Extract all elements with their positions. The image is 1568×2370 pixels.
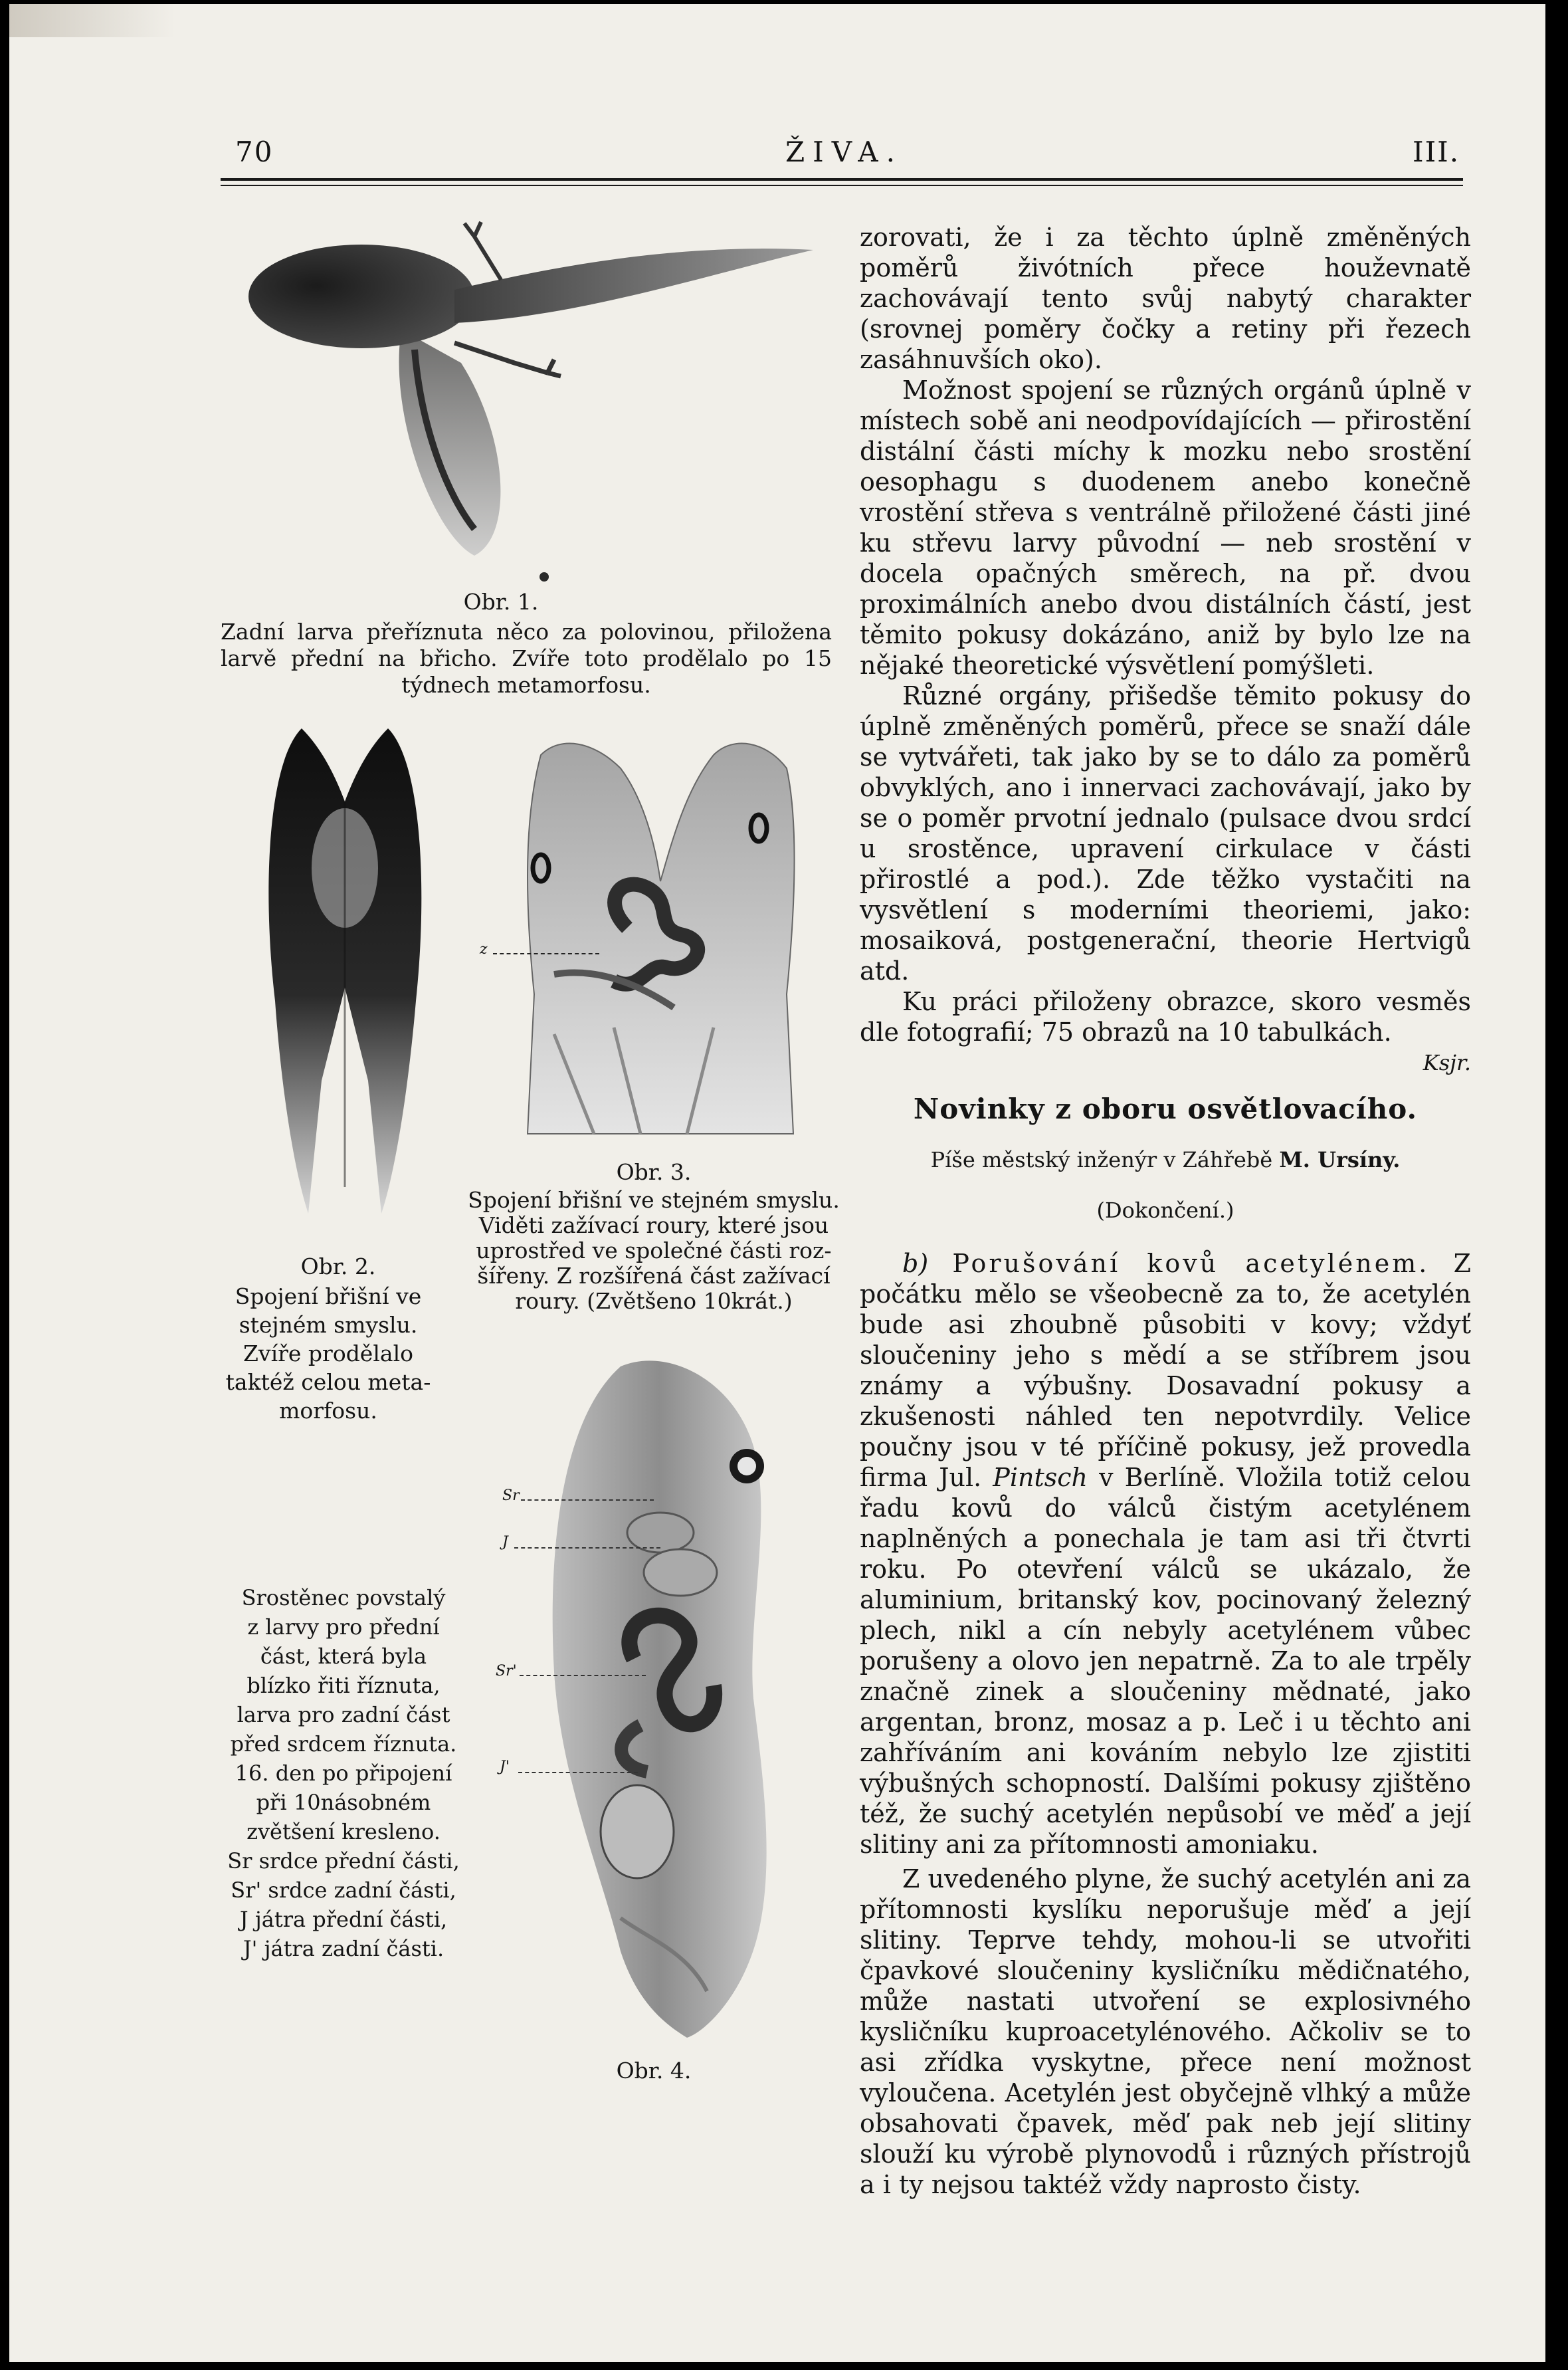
figure-4-caption-line-12: J játra přední části,	[239, 1907, 448, 1932]
article1-paragraph-1: zorovati, že i za těchto úplně změněných poměrů živótních přece houževnatě zachovávají tento svůj nabytý charakter (srovnej poměry čočky a retiny při řezech zasáhnuvších oko).	[860, 223, 1471, 374]
figure-3-illustration	[514, 728, 807, 1140]
corner-stain	[9, 4, 175, 37]
right-column	[860, 222, 1471, 2200]
figure-2-caption-line-5: morfosu.	[279, 1398, 377, 1424]
figure-4-caption-line-13: J' játra zadní části.	[243, 1936, 444, 1961]
figure-4-leader-sr	[521, 1499, 654, 1501]
figure-4-caption-line-10: Sr srdce přední části,	[227, 1848, 460, 1874]
figure-2-caption-line-2: stejném smyslu.	[239, 1312, 418, 1338]
figure-1-caption: Zadní larva přeříznuta něco za polovinou, přiložena larvě přední na břicho. Zvíře toto prodělalo po 15 týdnech metamorfosu.	[221, 619, 832, 698]
article2-paragraph-2: Z uvedeného plyne, že suchý acetylén ani za přítomnosti kyslíku neporušuje měď a její slitiny. Teprve tehdy, mohou-li se utvořiti čpavkové sloučeniny kysličníku mědičnatého, může nastati utvoření se explosivného kysličníku kuproacetylénového. Ačkoliv se to asi zřídka vyskytne, přece není možnost vyloučena. Acetylén jest obyčejně vlhký a může obsahovati čpavek, měď pak neb její slitiny slouží ku výrobě plynovodů i různých přístrojů a i ty nejsou taktéž vždy naprosto čisty.	[860, 1864, 1471, 2199]
article2-section-label: b)	[902, 1249, 929, 1278]
article2-author-prefix: Píše městský inženýr v Záhřebě	[930, 1147, 1273, 1172]
figure-2-caption-line-1: Spojení břišní ve	[235, 1283, 422, 1309]
figure-4-illustration	[534, 1353, 807, 2044]
article2-section-heading: Porušování kovů acetylénem.	[952, 1249, 1430, 1278]
figure-4-caption-line-2: z larvy pro přední	[247, 1614, 440, 1640]
article2-paragraph-1-part-b: v Berlíně. Vložila totiž celou řadu kovů do válců čistým acetylénem naplněných a ponechala je tam asi tři čtvrti roku. Po otevření válců se ukázalo, že aluminium, britanský kov, pocinovaný železný plech, nikl a cín nebyly acetylénem vůbec porušeny a olovo jen nepatrně. Za to ale trpěly značně zinek a sloučeniny mědnaté, jako argentan, bronz, mosaz a p. Leč i u těchto ani zahříváním ani kováním nebylo lze zjistiti výbušných schopností. Dalšími pokusy zjištěno též, že suchý acetylén nepůsobí ve měď a její slitiny ani za přítomnosti amoniaku.	[860, 1463, 1471, 1859]
figure-4-caption-line-6: před srdcem říznuta.	[230, 1731, 457, 1757]
figure-4-caption-line-11: Sr' srdce zadní části,	[231, 1878, 456, 1903]
volume-number: III.	[1413, 136, 1460, 168]
article2-author-name: M. Ursíny.	[1279, 1147, 1401, 1172]
figure-2-caption-line-3: Zvíře prodělalo	[243, 1341, 413, 1366]
figure-4-marker-sr-prime: Sr'	[496, 1663, 517, 1679]
figure-4-leader-sr-prime	[520, 1675, 646, 1676]
figure-3-label: Obr. 3.	[616, 1159, 692, 1185]
article1-paragraph-3: Různé orgány, přišedše těmito pokusy do úplně změněných poměrů, přece se snaží dále se vytvářeti, tak jako by se to dálo za poměrů obvyklých, ano i innervaci zachovávají, jako by se o poměr prvotní jednalo (pulsace dvou srdcí u srostěnce, upravení cirkulace v části přirostlé a pod.). Zde těžko vystačiti na vysvětlení s moderními theoriemi, jako: mosaiková, postgenerační, theorie Hertvigů atd.	[860, 681, 1471, 986]
figure-4-caption-line-7: 16. den po připojení	[235, 1761, 452, 1786]
figure-3-caption-line-1: Spojení břišní ve stejném smyslu.	[468, 1187, 840, 1213]
article2-paragraph-1	[860, 1248, 1471, 1860]
article2-title: Novinky z oboru osvětlovacího.	[913, 1093, 1418, 1125]
figure-1-illustration	[235, 217, 833, 589]
figure-4-caption-line-8: při 10násobném	[256, 1790, 431, 1815]
figure-4-caption-line-1: Srostěnec povstalý	[241, 1585, 446, 1610]
figure-4-marker-sr: Sr	[502, 1487, 520, 1504]
figure-3-caption-line-3: uprostřed ve společné části roz-	[476, 1238, 832, 1263]
figure-4-label: Obr. 4.	[616, 2058, 692, 2084]
article2-firm-name: Pintsch	[993, 1463, 1088, 1492]
article2-paragraph-1-part-a: Z počátku mělo se všeobecně za to, že acetylén bude asi zhoubně působiti v kovy; vždyť sloučeniny jeho s mědí a se stříbrem jsou známy a výbušny. Dosavadní pokusy a zkušenosti náhled ten nepotvrdily. Velice poučny jsou v té příčině pokusy, jež provedla firma Jul.	[860, 1249, 1471, 1492]
header-rule	[221, 178, 1463, 181]
header-rule-thin	[221, 185, 1463, 186]
figure-4-caption-line-4: blízko řiti říznuta,	[246, 1673, 441, 1698]
figure-4-leader-j-prime	[518, 1772, 638, 1773]
figure-2-illustration	[262, 722, 428, 1227]
figure-4-caption-line-3: část, která byla	[260, 1644, 427, 1669]
figure-2-label: Obr. 2.	[300, 1253, 376, 1279]
article2-continuation: (Dokončení.)	[1096, 1198, 1234, 1223]
figure-2-caption-line-4: taktéž celou meta-	[225, 1369, 431, 1395]
article1-paragraph-2: Možnost spojení se různých orgánů úplně v místech sobě ani neodpovídajících — přirostění distální části míchy k mozku nebo srostění oesophagu s duodenem anebo konečně vrostění střeva s ventrálně přiložené části jiné ku střevu larvy původní — neb srostění v docela opačných směrech, na př. dvou proximálních anebo dvou distálních částí, jest těmito pokusy dokázáno, aniž by bylo lze na nějaké theoretické výsvětlení pomýšleti.	[860, 376, 1471, 680]
figure-3-caption-line-2: Viděti zažívací roury, které jsou	[478, 1212, 829, 1238]
figure-3-z-leader	[493, 953, 599, 954]
figure-4-caption-line-5: larva pro zadní část	[237, 1702, 450, 1727]
article1-paragraph-4-text: Ku práci přiloženy obrazce, skoro vesměs dle fotografií; 75 obrazů na 10 tabulkách.	[860, 987, 1471, 1047]
figure-1-label: Obr. 1.	[463, 589, 539, 615]
article2-byline	[860, 1144, 1471, 1175]
figure-4-caption-line-9: zvětšení kresleno.	[246, 1819, 441, 1844]
journal-title: ŽIVA.	[785, 136, 903, 168]
article1-paragraph-4	[860, 986, 1471, 1075]
article1-signature: Ksjr.	[1422, 1050, 1471, 1075]
figure-3-caption-line-5: roury. (Zvětšeno 10krát.)	[515, 1288, 793, 1314]
figure-4-leader-j	[514, 1547, 660, 1549]
page	[9, 4, 1545, 2362]
figure-3-z-marker: z	[480, 941, 488, 958]
page-number: 70	[235, 136, 274, 168]
figure-3-caption-line-4: šířeny. Z rozšířená část zažívací	[477, 1263, 831, 1289]
figure-4-marker-j-prime: J'	[500, 1759, 510, 1775]
figure-4-marker-j: J	[502, 1534, 508, 1551]
